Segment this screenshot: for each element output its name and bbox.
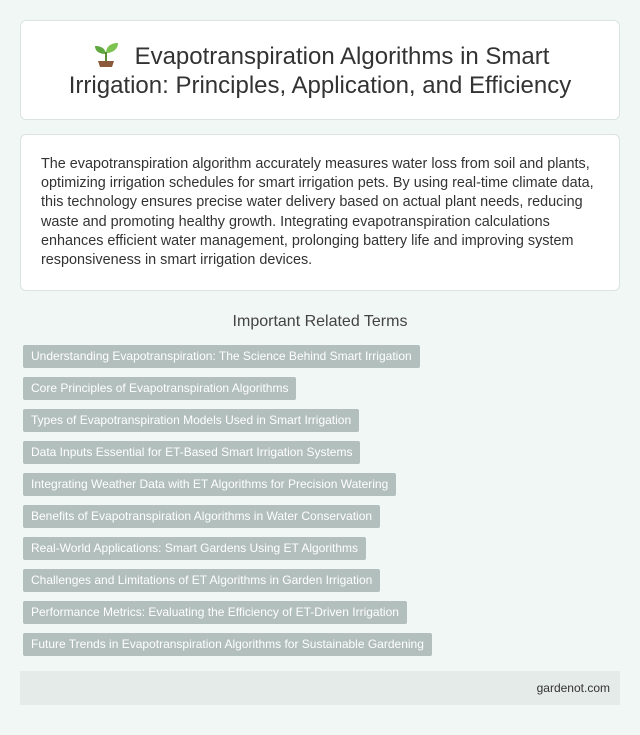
related-terms-heading: Important Related Terms bbox=[232, 313, 408, 330]
related-term-link[interactable]: Challenges and Limitations of ET Algorithms in Garden Irrigation bbox=[23, 569, 380, 592]
summary-card bbox=[20, 134, 620, 291]
related-term-link[interactable]: Future Trends in Evapotranspiration Algorithms for Sustainable Gardening bbox=[23, 633, 432, 656]
related-term-link[interactable]: Performance Metrics: Evaluating the Efficiency of ET-Driven Irrigation bbox=[23, 601, 407, 624]
related-term-link[interactable]: Data Inputs Essential for ET-Based Smart Irrigation Systems bbox=[23, 441, 360, 464]
seedling-icon bbox=[91, 41, 121, 67]
related-term-link[interactable]: Understanding Evapotranspiration: The Science Behind Smart Irrigation bbox=[23, 345, 420, 368]
related-terms-list bbox=[23, 345, 620, 665]
related-term-link[interactable]: Benefits of Evapotranspiration Algorithms in Water Conservation bbox=[23, 505, 380, 528]
page-title-text: Evapotranspiration Algorithms in Smart Irrigation: Principles, Application, and Efficiency bbox=[68, 42, 572, 99]
footer bbox=[20, 671, 620, 705]
related-term-link[interactable]: Core Principles of Evapotranspiration Algorithms bbox=[23, 377, 296, 400]
related-term-link[interactable]: Types of Evapotranspiration Models Used in Smart Irrigation bbox=[23, 409, 359, 432]
footer-site-name: gardenot.com bbox=[536, 681, 610, 695]
related-term-link[interactable]: Integrating Weather Data with ET Algorithms for Precision Watering bbox=[23, 473, 396, 496]
summary-text: The evapotranspiration algorithm accurately measures water loss from soil and plants, optimizing irrigation schedules for smart irrigation pets. By using real-time climate data, this technology ensures precise water delivery based on actual plant needs, reducing waste and promoting healthy growth. Integrating evapotranspiration calculations enhances efficient water management, prolonging battery life and improving system responsiveness in smart irrigation devices. bbox=[41, 156, 594, 269]
related-term-link[interactable]: Real-World Applications: Smart Gardens Using ET Algorithms bbox=[23, 537, 366, 560]
title-card bbox=[20, 20, 620, 120]
page-title bbox=[45, 41, 595, 100]
